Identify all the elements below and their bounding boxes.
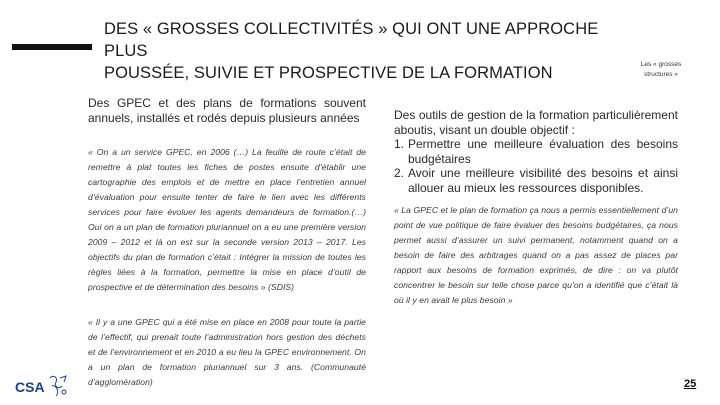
accent-bar xyxy=(12,44,92,50)
tag-line-1: Les « grosses xyxy=(640,61,682,68)
list-item xyxy=(394,137,678,166)
title-line-2: POUSSÉE, SUIVIE ET PROSPECTIVE DE LA FORMATION xyxy=(104,64,553,82)
list-item-text: Permettre une meilleure évaluation des besoins budgétaires xyxy=(408,137,678,166)
list-item xyxy=(394,166,678,195)
tag-line-2: structures » xyxy=(644,71,678,78)
list-item-number: 2. xyxy=(394,166,405,180)
right-column xyxy=(394,108,678,308)
right-quote: « La GPEC et le plan de formation ça nous a permis essentiellement d’un point de vue politique de faire évaluer des besoins budgétaires, ça nous permet aussi d’assurer un suivi permanent, notamment quand on a besoin de faire des arbitrages quand on a pas assez de places par rapport aux besoins de formation exprimés, de dire : on va plutôt concentrer le besoin sur telle chose parce qu’on a identifié que c’était là où il y en avait le plus besoin » xyxy=(394,205,678,305)
left-quote-2: « Il y a une GPEC qui a été mise en place en 2008 pour toute la partie de l’effectif, qui prenait toute l’administration hors gestion des déchets et de l’environnement et en 2010 a eu lieu la GPEC environnement. On a un plan de formation pluriannuel sur 3 ans. (Communauté d’agglomération) xyxy=(88,317,366,387)
left-column xyxy=(88,96,366,390)
right-lead: Des outils de gestion de la formation particulièrement aboutis, visant un double objectif : xyxy=(394,108,678,137)
section-tag xyxy=(628,60,694,80)
left-lead: Des GPEC et des plans de formations souvent annuels, installés et rodés depuis plusieurs années xyxy=(88,96,366,125)
logo-mark-icon xyxy=(50,376,66,396)
list-item-number: 1. xyxy=(394,137,405,151)
slide-title xyxy=(104,18,644,84)
page-number: 25 xyxy=(684,378,697,390)
left-quote-1: « On a un service GPEC, en 2006 (…) La feuille de route c’était de remettre à plat toutes les fiches de postes ensuite d’établir une cartographie des emplois et de mettre en place l’entretien annuel d’évaluation pour ensuite tenter de faire le lien avec les différents services pour faire évoluer les agents demandeurs de formation.(…) Oui on a un plan de formation pluriannuel on a eu une première version 2009 – 2012 et là on est sur la seconde version 2013 – 2017. Les objectifs du plan de formation c’était : Intégrer la mission de toutes les règles liées à la formation, permettre la mise en place d’outil de prospective et de détermination des besoins » (SDIS) xyxy=(88,147,366,292)
csa-logo xyxy=(14,372,72,400)
list-item-text: Avoir une meilleure visibilité des besoins et ainsi allouer au mieux les ressources disponibles. xyxy=(408,166,678,195)
logo-text: CSA xyxy=(15,379,45,395)
title-line-1: DES « GROSSES COLLECTIVITÉS » QUI ONT UNE APPROCHE PLUS xyxy=(104,20,599,60)
objectives-list xyxy=(394,137,678,195)
